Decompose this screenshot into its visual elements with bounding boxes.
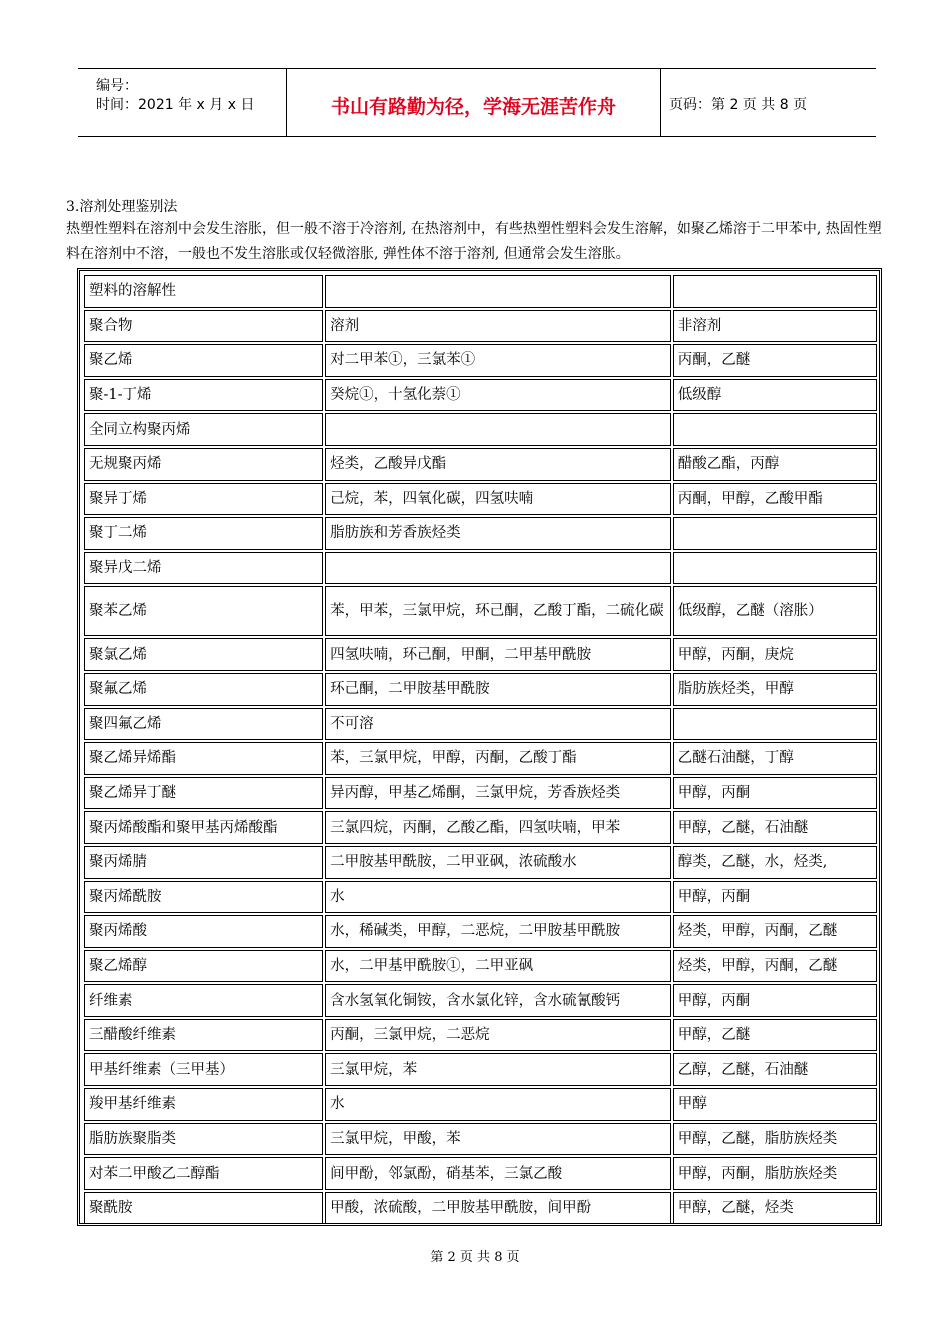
non-solvent-cell: 醋酸乙酯，丙醇 — [673, 448, 877, 481]
table-row — [84, 777, 877, 810]
solvent-cell: 三氯甲烷，甲酸，苯 — [325, 1123, 671, 1156]
non-solvent-cell: 乙醇，乙醚，石油醚 — [673, 1053, 877, 1086]
non-solvent-cell: 乙醚石油醚，丁醇 — [673, 742, 877, 775]
polymer-cell: 全同立构聚丙烯 — [84, 413, 323, 446]
polymer-cell: 聚丙烯酸酯和聚甲基丙烯酸酯 — [84, 811, 323, 844]
polymer-cell: 对苯二甲酸乙二醇酯 — [84, 1157, 323, 1190]
polymer-cell: 聚丙烯酰胺 — [84, 881, 323, 914]
section-paragraph: 热塑性塑料在溶剂中会发生溶胀，但一般不溶于冷溶剂, 在热溶剂中，有些热塑性塑料会发生溶解，如聚乙烯溶于二甲苯中, 热固性塑料在溶剂中不溶，一般也不发生溶胀或仅轻微溶胀, 弹性体不溶于溶剂, 但通常会发生溶胀。 — [66, 221, 882, 262]
table-row — [84, 344, 877, 377]
polymer-cell: 纤维素 — [84, 984, 323, 1017]
non-solvent-cell: 烃类，甲醇，丙酮，乙醚 — [673, 915, 877, 948]
table-row — [84, 1053, 877, 1086]
polymer-cell: 塑料的溶解性 — [84, 275, 323, 308]
non-solvent-cell: 甲醇，乙醚，烃类 — [673, 1192, 877, 1225]
non-solvent-cell: 脂肪族烃类，甲醇 — [673, 673, 877, 706]
solvent-cell: 己烷，苯，四氧化碳，四氢呋喃 — [325, 483, 671, 516]
non-solvent-cell — [673, 275, 877, 308]
solvent-cell: 苯，三氯甲烷，甲醇，丙酮，乙酸丁酯 — [325, 742, 671, 775]
table-row — [84, 517, 877, 550]
table-row — [84, 275, 877, 308]
solvent-cell — [325, 413, 671, 446]
solubility-table — [82, 273, 879, 1226]
section-title: 3.溶剂处理鉴别法 — [66, 199, 178, 215]
non-solvent-cell — [673, 708, 877, 741]
polymer-cell: 聚丙烯酸 — [84, 915, 323, 948]
header-page-cell — [661, 69, 876, 136]
header-motto-cell — [287, 69, 661, 136]
header-motto: 书山有路勤为径，学海无涯苦作舟 — [330, 96, 616, 118]
polymer-cell: 聚乙烯异丁醚 — [84, 777, 323, 810]
doc-number-label: 编号： — [96, 78, 138, 94]
non-solvent-cell: 低级醇 — [673, 379, 877, 412]
page-footer: 第 2 页 共 8 页 — [430, 1250, 520, 1265]
table-row — [84, 846, 877, 879]
polymer-cell: 聚酰胺 — [84, 1192, 323, 1225]
non-solvent-cell: 丙酮，甲醇，乙酸甲酯 — [673, 483, 877, 516]
table-row — [84, 673, 877, 706]
table-row — [84, 915, 877, 948]
table-row — [84, 881, 877, 914]
non-solvent-cell: 甲醇，乙醚，石油醚 — [673, 811, 877, 844]
solvent-cell: 水，稀碱类，甲醇，二恶烷，二甲胺基甲酰胺 — [325, 915, 671, 948]
non-solvent-cell: 醇类，乙醚，水，烃类, — [673, 846, 877, 879]
polymer-cell: 脂肪族聚脂类 — [84, 1123, 323, 1156]
table-row — [84, 1192, 877, 1225]
solvent-cell — [325, 552, 671, 585]
polymer-cell: 聚丁二烯 — [84, 517, 323, 550]
solvent-cell: 含水氢氧化铜铵，含水氯化锌，含水硫氰酸钙 — [325, 984, 671, 1017]
solvent-cell: 三氯甲烷，苯 — [325, 1053, 671, 1086]
solvent-cell: 对二甲苯①，三氯苯① — [325, 344, 671, 377]
table-row — [84, 742, 877, 775]
solvent-cell: 二甲胺基甲酰胺，二甲亚砜，浓硫酸水 — [325, 846, 671, 879]
polymer-cell: 聚-1-丁烯 — [84, 379, 323, 412]
polymer-cell: 聚四氟乙烯 — [84, 708, 323, 741]
table-row — [84, 552, 877, 585]
table-row — [84, 1157, 877, 1190]
solubility-table-frame — [77, 268, 882, 1226]
header-page-number: 页码：第 2 页 共 8 页 — [669, 97, 808, 113]
page-header — [78, 68, 876, 137]
table-row — [84, 708, 877, 741]
non-solvent-cell: 甲醇，丙酮 — [673, 984, 877, 1017]
solvent-cell: 异丙醇，甲基乙烯酮，三氯甲烷，芳香族烃类 — [325, 777, 671, 810]
solvent-cell: 间甲酚，邻氯酚，硝基苯，三氯乙酸 — [325, 1157, 671, 1190]
table-row — [84, 1019, 877, 1052]
polymer-cell: 聚苯乙烯 — [84, 586, 323, 636]
table-row — [84, 984, 877, 1017]
doc-time-label: 时间：2021 年 x 月 x 日 — [96, 97, 255, 113]
polymer-cell: 聚异戊二烯 — [84, 552, 323, 585]
non-solvent-cell: 甲醇，丙酮 — [673, 881, 877, 914]
polymer-cell: 聚丙烯腈 — [84, 846, 323, 879]
table-row — [84, 1088, 877, 1121]
non-solvent-cell: 烃类，甲醇，丙酮，乙醚 — [673, 950, 877, 983]
table-row — [84, 310, 877, 343]
solvent-cell: 烃类，乙酸异戊酯 — [325, 448, 671, 481]
solvent-cell: 环己酮，二甲胺基甲酰胺 — [325, 673, 671, 706]
solvent-cell: 不可溶 — [325, 708, 671, 741]
solvent-cell: 甲酸，浓硫酸，二甲胺基甲酰胺，间甲酚 — [325, 1192, 671, 1225]
polymer-cell: 羧甲基纤维素 — [84, 1088, 323, 1121]
polymer-cell: 聚异丁烯 — [84, 483, 323, 516]
non-solvent-cell: 甲醇 — [673, 1088, 877, 1121]
polymer-cell: 甲基纤维素（三甲基） — [84, 1053, 323, 1086]
table-row — [84, 1123, 877, 1156]
table-row — [84, 413, 877, 446]
non-solvent-cell: 甲醇，丙酮，脂肪族烃类 — [673, 1157, 877, 1190]
solvent-cell: 癸烷①，十氢化萘① — [325, 379, 671, 412]
table-row — [84, 811, 877, 844]
non-solvent-cell — [673, 413, 877, 446]
solvent-cell: 水 — [325, 881, 671, 914]
solvent-cell: 溶剂 — [325, 310, 671, 343]
polymer-cell: 聚乙烯醇 — [84, 950, 323, 983]
polymer-cell: 聚氯乙烯 — [84, 638, 323, 671]
solvent-cell: 水 — [325, 1088, 671, 1121]
polymer-cell: 聚乙烯异烯酯 — [84, 742, 323, 775]
polymer-cell: 聚合物 — [84, 310, 323, 343]
polymer-cell: 聚氟乙烯 — [84, 673, 323, 706]
polymer-cell: 三醋酸纤维素 — [84, 1019, 323, 1052]
table-row — [84, 448, 877, 481]
solvent-cell: 三氯四烷，丙酮，乙酸乙酯，四氢呋喃，甲苯 — [325, 811, 671, 844]
solvent-cell: 四氢呋喃，环己酮，甲酮，二甲基甲酰胺 — [325, 638, 671, 671]
solvent-cell: 脂肪族和芳香族烃类 — [325, 517, 671, 550]
table-row — [84, 483, 877, 516]
solvent-cell: 丙酮，三氯甲烷，二恶烷 — [325, 1019, 671, 1052]
non-solvent-cell: 甲醇，乙醚 — [673, 1019, 877, 1052]
table-row — [84, 950, 877, 983]
solvent-cell: 苯，甲苯，三氯甲烷，环己酮，乙酸丁酯，二硫化碳 — [325, 586, 671, 636]
solvent-cell — [325, 275, 671, 308]
polymer-cell: 聚乙烯 — [84, 344, 323, 377]
non-solvent-cell: 甲醇，丙酮，庚烷 — [673, 638, 877, 671]
non-solvent-cell: 丙酮，乙醚 — [673, 344, 877, 377]
non-solvent-cell: 甲醇，乙醚，脂肪族烃类 — [673, 1123, 877, 1156]
header-info-cell — [78, 69, 287, 136]
non-solvent-cell: 低级醇，乙醚（溶胀） — [673, 586, 877, 636]
non-solvent-cell — [673, 517, 877, 550]
polymer-cell: 无规聚丙烯 — [84, 448, 323, 481]
non-solvent-cell: 非溶剂 — [673, 310, 877, 343]
table-row — [84, 379, 877, 412]
table-row — [84, 638, 877, 671]
table-row — [84, 586, 877, 636]
non-solvent-cell: 甲醇，丙酮 — [673, 777, 877, 810]
solvent-cell: 水，二甲基甲酰胺①，二甲亚砜 — [325, 950, 671, 983]
non-solvent-cell — [673, 552, 877, 585]
